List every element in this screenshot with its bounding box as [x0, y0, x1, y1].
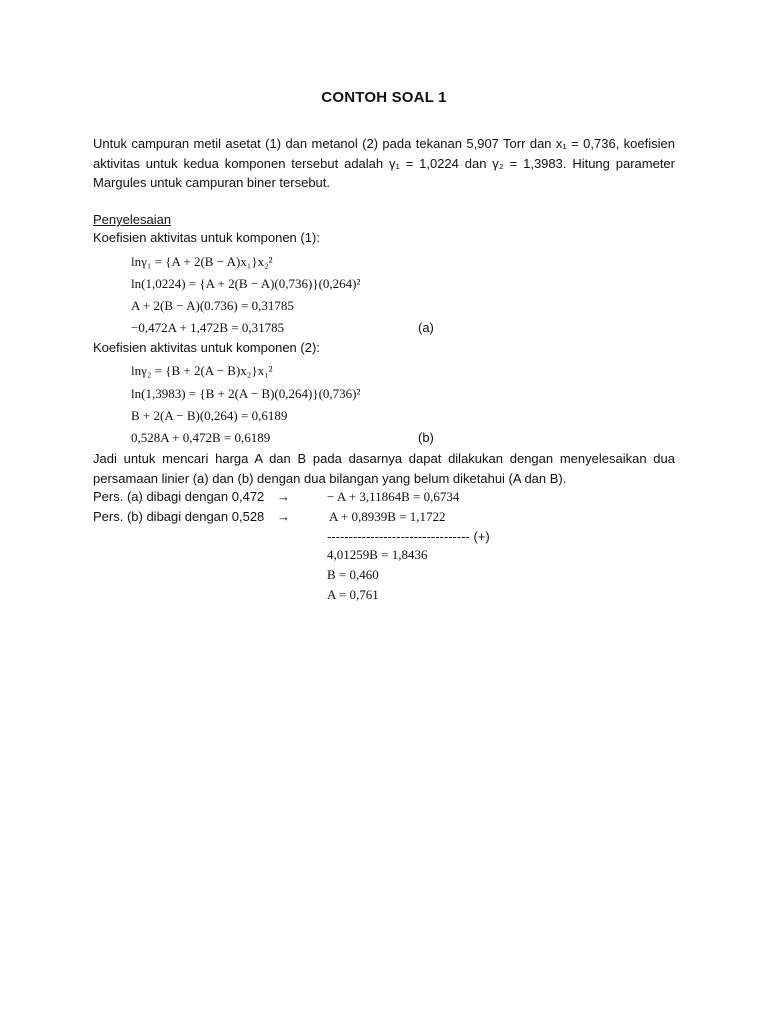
page-title: CONTOH SOAL 1 — [321, 89, 447, 106]
equation-4: −0,472A + 1,472B = 0,31785 — [131, 320, 285, 335]
equation-tag-a: (a) — [418, 320, 434, 335]
problem-statement: Untuk campuran metil asetat (1) dan metanol (2) pada tekanan 5,907 Torr dan x₁ = 0,736, koefisien aktivitas untuk kedua komponen tersebut adalah γ₁ = 1,0224 dan γ₂ = 1,3983. Hitung parameter Margules untuk campuran biner tersebut. — [93, 136, 675, 190]
equation-tag-b: (b) — [418, 430, 434, 445]
result-a: A = 0,761 — [327, 587, 379, 602]
arrow-right-icon: → — [277, 489, 290, 504]
step-b-label: Pers. (b) dibagi dengan 0,528 — [93, 509, 265, 524]
equation-8: 0,528A + 0,472B = 0,6189 — [131, 430, 271, 445]
equation-1: lnγ₁ = {A + 2(B − A)x₁}x₂² — [131, 254, 273, 269]
equation-6: ln(1,3983) = {B + 2(A − B)(0,264)}(0,736)² — [131, 386, 361, 401]
arrow-right-icon: → — [277, 509, 290, 524]
component2-label: Koefisien aktivitas untuk komponen (2): — [93, 340, 320, 355]
step-b-equation: A + 0,8939B = 1,1722 — [329, 509, 446, 524]
result-b: B = 0,460 — [327, 567, 379, 582]
equation-2: ln(1,0224) = {A + 2(B − A)(0,736)}(0,264)² — [131, 276, 361, 291]
step-a-label: Pers. (a) dibagi dengan 0,472 — [93, 489, 265, 504]
conclusion-paragraph: Jadi untuk mencari harga A dan B pada dasarnya dapat dilakukan dengan menyelesaikan dua persamaan linier (a) dan (b) dengan dua bilangan yang belum diketahui (A dan B). — [93, 451, 675, 486]
step-a-equation: − A + 3,11864B = 0,6734 — [327, 489, 460, 504]
component1-label: Koefisien aktivitas untuk komponen (1): — [93, 230, 320, 245]
equation-5: lnγ₂ = {B + 2(A − B)x₂}x₁² — [131, 363, 273, 378]
equation-3: A + 2(B − A)(0.736) = 0,31785 — [131, 298, 294, 313]
equation-7: B + 2(A − B)(0,264) = 0,6189 — [131, 408, 288, 423]
sum-equation: 4,01259B = 1,8436 — [327, 547, 428, 562]
sum-divider: --------------------------------- (+) — [327, 529, 490, 544]
solution-heading: Penyelesaian — [93, 212, 172, 227]
